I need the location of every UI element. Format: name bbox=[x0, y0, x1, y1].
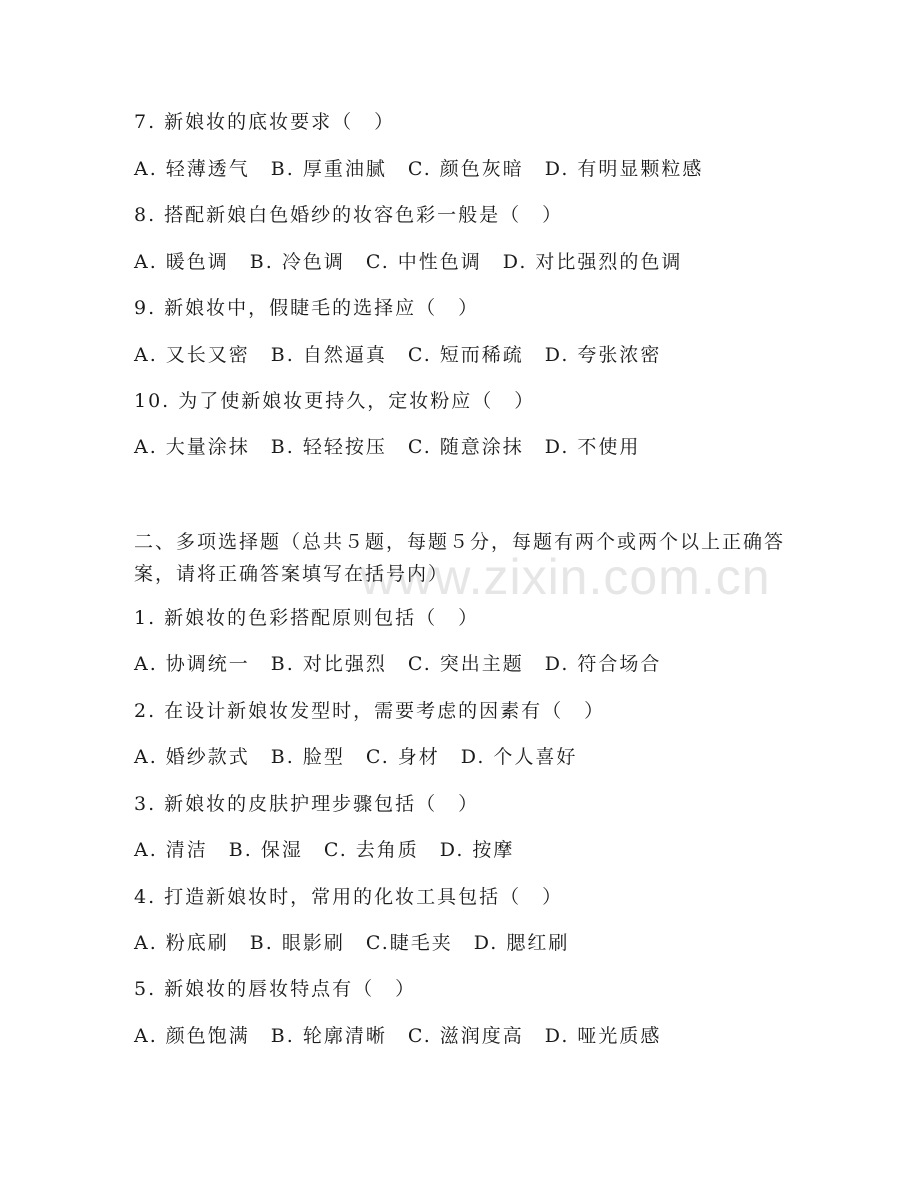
section-heading: 二、多项选择题（总共５题，每题５分，每题有两个或两个以上正确答案，请将正确答案填写在括号内） bbox=[134, 531, 786, 585]
watermark: www.zixin.com.cn bbox=[360, 549, 771, 605]
question-m5: 5. 新娘妆的唇妆特点有（ ） bbox=[134, 978, 417, 1000]
question-m1: 1. 新娘妆的色彩搭配原则包括（ ） bbox=[134, 607, 480, 629]
question-8: 8. 搭配新娘白色婚纱的妆容色彩一般是（ ） bbox=[134, 204, 564, 226]
question-9: 9. 新娘妆中，假睫毛的选择应（ ） bbox=[134, 297, 480, 319]
options-10: A. 大量涂抹 B. 轻轻按压 C. 随意涂抹 D. 不使用 bbox=[134, 436, 641, 458]
options-8: A. 暖色调 B. 冷色调 C. 中性色调 D. 对比强烈的色调 bbox=[134, 251, 683, 273]
question-7: 7. 新娘妆的底妆要求（ ） bbox=[134, 111, 396, 133]
question-m3: 3. 新娘妆的皮肤护理步骤包括（ ） bbox=[134, 793, 480, 815]
options-9: A. 又长又密 B. 自然逼真 C. 短而稀疏 D. 夸张浓密 bbox=[134, 344, 662, 366]
question-m2: 2. 在设计新娘妆发型时，需要考虑的因素有（ ） bbox=[134, 700, 606, 722]
options-7: A. 轻薄透气 B. 厚重油腻 C. 颜色灰暗 D. 有明显颗粒感 bbox=[134, 158, 704, 180]
options-m1: A. 协调统一 B. 对比强烈 C. 突出主题 D. 符合场合 bbox=[134, 653, 662, 675]
question-m4: 4. 打造新娘妆时，常用的化妆工具包括（ ） bbox=[134, 886, 564, 908]
question-10: 10. 为了使新娘妆更持久，定妆粉应（ ） bbox=[134, 390, 536, 412]
options-m5: A. 颜色饱满 B. 轮廓清晰 C. 滋润度高 D. 哑光质感 bbox=[134, 1025, 662, 1047]
options-m4: A. 粉底刷 B. 眼影刷 C.睫毛夹 D. 腮红刷 bbox=[134, 932, 570, 954]
options-m2: A. 婚纱款式 B. 脸型 C. 身材 D. 个人喜好 bbox=[134, 746, 578, 768]
options-m3: A. 清洁 B. 保湿 C. 去角质 D. 按摩 bbox=[134, 839, 515, 861]
